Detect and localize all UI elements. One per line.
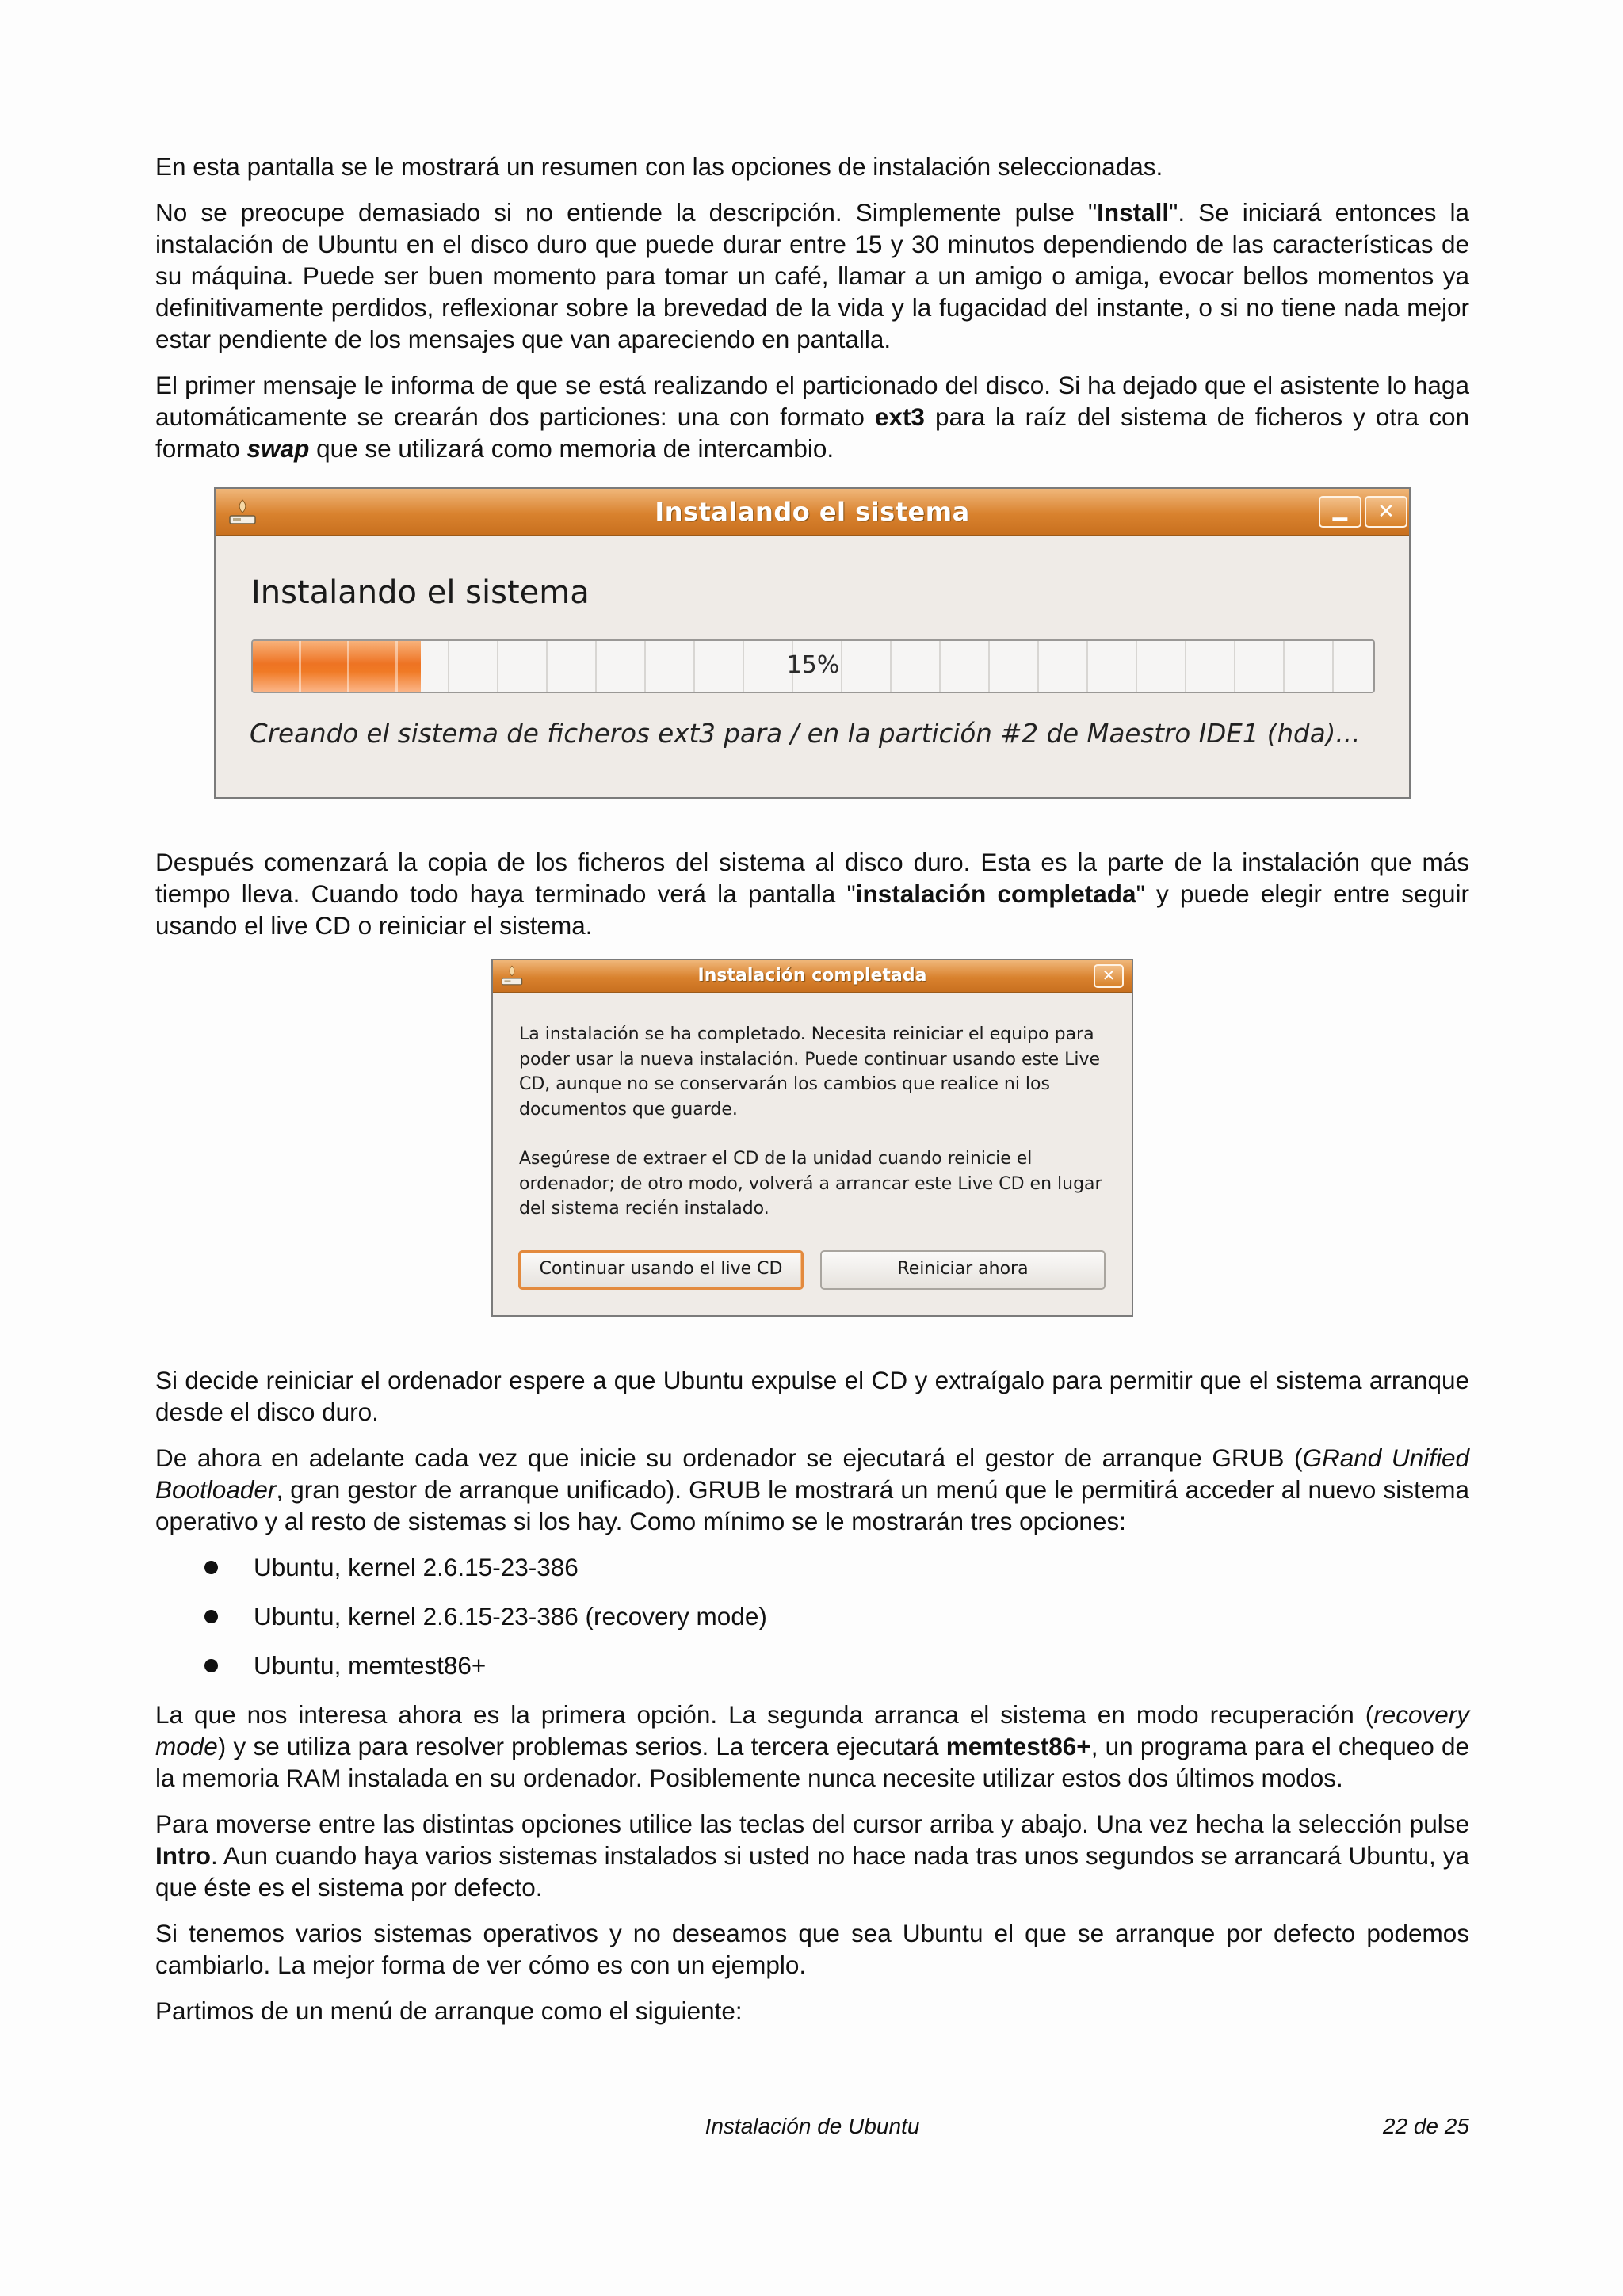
memtest-keyword: memtest86+	[945, 1732, 1091, 1760]
completed-keyword: instalación completada	[855, 879, 1136, 908]
close-icon: ✕	[1102, 966, 1116, 985]
bullet-icon	[204, 1659, 218, 1672]
paragraph-default-os: Si tenemos varios sistemas operativos y no deseamos que sea Ubuntu el que se arranque por defecto podemos cambiarlo. La mejor forma de ver cómo es con un ejemplo.	[155, 1919, 1469, 1979]
paragraph-grub: De ahora en adelante cada vez que inicie su ordenador se ejecutará el gestor de arranque GRUB (GRand Unified Bootloader, gran gestor de arranque unificado). GRUB le mostrará un menú que le permitirá acceder al nuevo sistema operativo y al resto de sistemas si los hay. Como mínimo se le mostrarán tres opciones:	[155, 1444, 1469, 1535]
list-item: Ubuntu, kernel 2.6.15-23-386 (recovery mode)	[155, 1600, 1469, 1632]
install-status-text: Creando el sistema de ficheros ext3 para / en la partición #2 de Maestro IDE1 (hda)...	[250, 719, 1361, 749]
paragraph-example: Partimos de un menú de arranque como el siguiente:	[155, 1997, 743, 2025]
dialog-close-button[interactable]	[1094, 964, 1124, 988]
completed-message-restart: La instalación se ha completado. Necesita reiniciar el equipo para poder usar la nueva instalación. Puede continuar usando este Live CD, aunque no se conservarán los cambios que realice ni los documentos que guarde.	[519, 1024, 1101, 1119]
paragraph-partitioning: El primer mensaje le informa de que se está realizando el particionado del disco. Si ha dejado que el asistente lo haga automáticamente se crearán dos particiones: una con formato ext3 para la raíz del sistema de ficheros y otra con formato swap que se utilizará como memoria de intercambio.	[155, 371, 1469, 463]
minimize-icon: ▁	[1332, 498, 1348, 521]
completed-message-eject: Asegúrese de extraer el CD de la unidad cuando reinicie el ordenador; de otro modo, volverá a arrancar este Live CD en lugar del sistema recién instalado.	[519, 1149, 1102, 1219]
paragraph-navigation: Para moverse entre las distintas opciones utilice las teclas del cursor arriba y abajo. Una vez hecha la selección pulse Intro. Aun cuando haya varios sistemas instalados si usted no hace nada tras unos segundos se arrancará Ubuntu, ya que éste es el sistema por defecto.	[155, 1810, 1469, 1901]
install-progress-label: 15%	[786, 651, 840, 679]
intro-keyword: Intro	[155, 1841, 211, 1870]
paragraph-reboot: Si decide reiniciar el ordenador espere a que Ubuntu expulse el CD y extraígalo para permitir que el sistema arranque desde el disco duro.	[155, 1366, 1469, 1426]
completed-dialog-title: Instalación completada	[697, 966, 927, 986]
grub-options-list	[155, 1551, 1469, 1681]
paragraph-modes: La que nos interesa ahora es la primera opción. La segunda arranca el sistema en modo recuperación (recovery mode) y se utiliza para resolver problemas serios. La tercera ejecutará memtest86+, un programa para el chequeo de la memoria RAM instalada en su ordenador. Posiblemente nunca necesite utilizar estos dos últimos modos.	[155, 1700, 1470, 1792]
document-body	[155, 151, 1469, 479]
bullet-icon	[204, 1561, 218, 1574]
bullet-icon	[204, 1610, 218, 1623]
grub-expansion: GRand Unified Bootloader	[155, 1444, 1469, 1504]
list-item: Ubuntu, kernel 2.6.15-23-386	[155, 1551, 1469, 1583]
reboot-now-button[interactable]: Reiniciar ahora	[820, 1250, 1106, 1290]
recovery-mode-term: recovery mode	[155, 1700, 1469, 1760]
page-number: 22 de 25	[1383, 2114, 1469, 2138]
install-keyword: Install	[1097, 198, 1170, 227]
paragraph-summary: En esta pantalla se le mostrará un resumen con las opciones de instalación seleccionadas.	[155, 152, 1163, 181]
list-item: Ubuntu, memtest86+	[155, 1650, 1469, 1681]
completed-dialog	[491, 959, 1133, 1317]
completed-message	[519, 1022, 1113, 1246]
installing-window	[214, 487, 1411, 799]
swap-keyword: swap	[246, 434, 310, 463]
ext3-keyword: ext3	[874, 402, 925, 431]
document-body-middle	[155, 846, 1469, 955]
close-icon: ✕	[1377, 500, 1395, 524]
installing-window-titlebar	[216, 489, 1409, 536]
installing-window-title: Instalando el sistema	[655, 497, 970, 527]
installing-heading: Instalando el sistema	[251, 574, 590, 611]
close-button[interactable]	[1365, 496, 1407, 528]
minimize-button[interactable]	[1319, 496, 1361, 528]
document-body-lower	[155, 1364, 1469, 2041]
continue-live-cd-button[interactable]: Continuar usando el live CD	[518, 1250, 804, 1290]
completed-dialog-titlebar	[493, 960, 1132, 993]
paragraph-install: No se preocupe demasiado si no entiende la descripción. Simplemente pulse "Install". Se iniciará entonces la instalación de Ubuntu en el disco duro que puede durar entre 15 y 30 minutos dependiendo de las características de su máquina. Puede ser buen momento para tomar un café, llamar a un amigo o amiga, evocar bellos momentos ya definitivamente perdidos, reflexionar sobre la brevedad de la vida y la fugacidad del instante, o si no tiene nada mejor estar pendiente de los mensajes que van apareciendo en pantalla.	[155, 198, 1469, 353]
footer-title: Instalación de Ubuntu	[705, 2114, 920, 2138]
paragraph-copy-files: Después comenzará la copia de los ficheros del sistema al disco duro. Esta es la parte de la instalación que más tiempo lleva. Cuando todo haya terminado verá la pantalla "instalación completada" y puede elegir entre seguir usando el live CD o reiniciar el sistema.	[155, 848, 1470, 940]
install-progress-bar	[251, 639, 1375, 693]
